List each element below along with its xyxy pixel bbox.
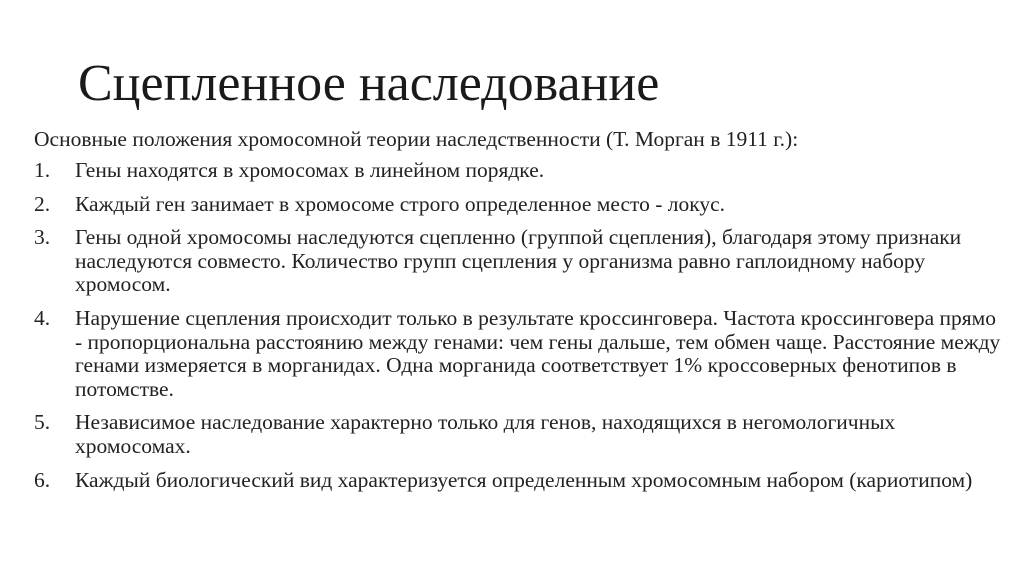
list-item-text: Гены одной хромосомы наследуются сцепленно (группой сцепления), благодаря этому признаки наследуются совместо. Количество групп сцепления у организма равно гаплоидному набору хромосом. bbox=[75, 225, 962, 297]
list-item-3 bbox=[34, 226, 1004, 297]
list-item-2 bbox=[34, 193, 1004, 217]
list-item-number: 4. bbox=[34, 305, 51, 330]
numbered-list bbox=[34, 159, 1004, 502]
list-item-number: 6. bbox=[34, 467, 51, 492]
list-item-6 bbox=[34, 469, 1004, 493]
list-item-text: Гены находятся в хромосомах в линейном порядке. bbox=[75, 158, 545, 182]
list-item-number: 1. bbox=[34, 158, 51, 182]
list-item-4 bbox=[34, 307, 1004, 401]
list-item-number: 3. bbox=[34, 225, 51, 250]
slide-title: Сцепленное наследование bbox=[78, 55, 660, 112]
list-item-number: 5. bbox=[34, 410, 51, 435]
intro-text: Основные положения хромосомной теории наследственности (Т. Морган в 1911 г.): bbox=[34, 127, 799, 151]
list-item-1 bbox=[34, 159, 1004, 183]
list-item-text: Независимое наследование характерно только для генов, находящихся в негомологичных хромосомах. bbox=[75, 410, 896, 458]
list-item-text: Нарушение сцепления происходит только в результате кроссинговера. Частота кроссинговера прямо - пропорциональна расстоянию между генами: чем гены дальше, тем обмен чаще. Расстояние между генами измеряется в морганидах. Одна морганида соответствует 1% кроссоверных фенотипов в потомстве. bbox=[75, 305, 1001, 401]
list-item-text: Каждый биологический вид характеризуется определенным хромосомным набором (кариотипом) bbox=[75, 467, 973, 492]
list-item-5 bbox=[34, 411, 1004, 458]
list-item-number: 2. bbox=[34, 191, 51, 216]
list-item-text: Каждый ген занимает в хромосоме строго определенное место - локус. bbox=[75, 191, 726, 216]
